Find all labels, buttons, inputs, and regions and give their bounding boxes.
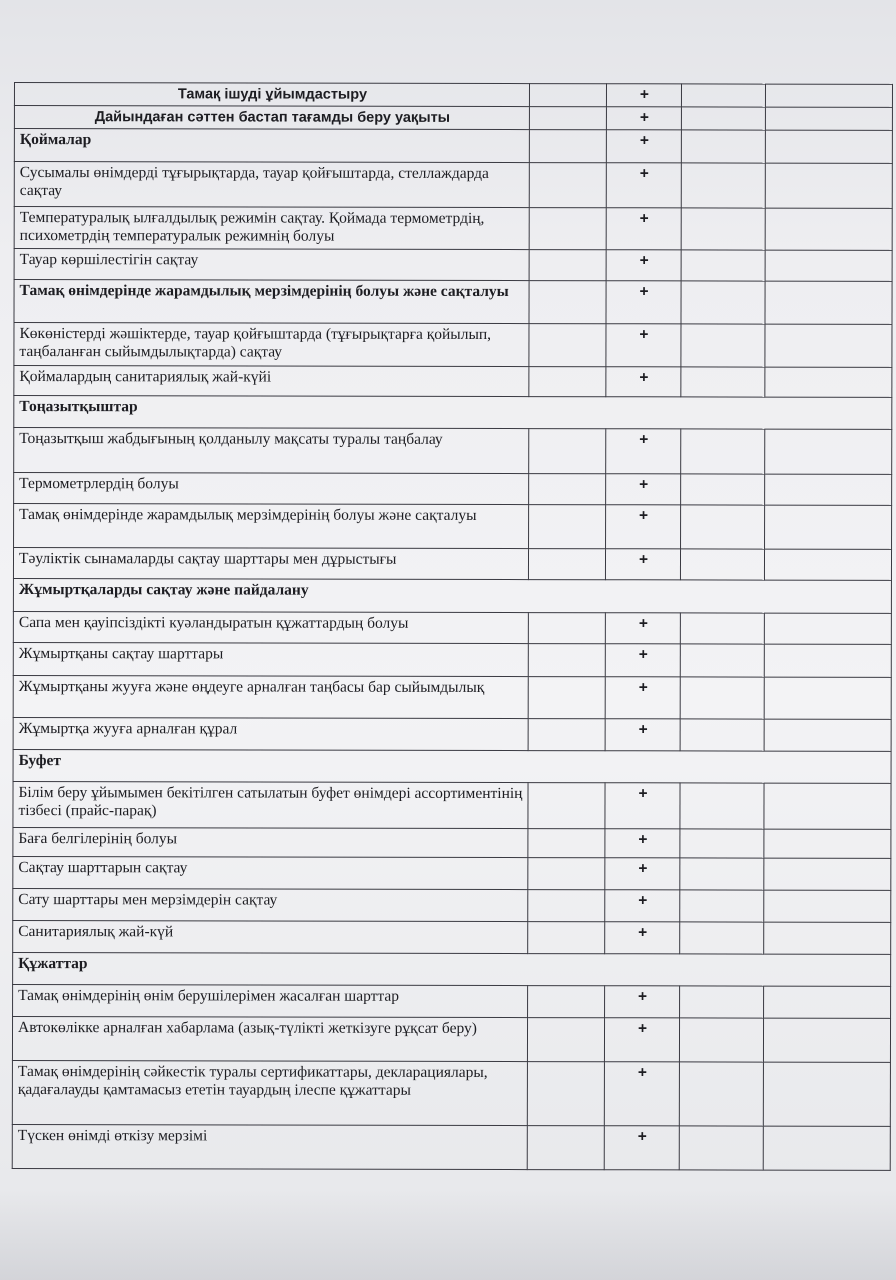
row-label: Сапа мен қауіпсіздікті куәландыратын құжаттардың болуы (13, 611, 528, 643)
page-shadow (0, 1190, 896, 1280)
checklist-row (13, 781, 891, 829)
blank-cell (680, 986, 764, 1018)
row-label: Жұмыртқаны сақтау шарттары (13, 642, 528, 676)
plus-mark: + (605, 719, 680, 751)
row-label: Қоймалар (14, 129, 529, 163)
checklist-row (13, 827, 891, 858)
blank-cell (765, 208, 892, 250)
row-label: Тамақ өнімдерінің өнім берушілерімен жасалған шарттар (13, 984, 528, 1017)
blank-cell (527, 1062, 604, 1126)
plus-mark: + (606, 208, 681, 250)
plus-mark: + (605, 677, 680, 719)
section-header-row (14, 396, 892, 430)
blank-cell (679, 1126, 763, 1170)
blank-cell (529, 324, 606, 367)
blank-cell (528, 719, 605, 751)
blank-cell (529, 505, 606, 549)
blank-cell (764, 829, 891, 858)
blank-cell (528, 783, 605, 829)
row-label: Тоңазытқыш жабдығының қолданылу мақсаты туралы таңбалау (14, 428, 529, 474)
blank-cell (680, 922, 764, 954)
plus-mark: + (606, 474, 681, 505)
blank-cell (764, 549, 891, 580)
blank-cell (681, 250, 765, 281)
title-row (14, 106, 892, 131)
blank-cell (528, 858, 605, 890)
blank-cell (681, 281, 765, 324)
blank-cell (680, 783, 764, 829)
row-label: Тамақ өнімдерінде жарамдылық мерзімдерінің болуы және сақталуы (14, 504, 529, 549)
blank-cell (764, 783, 891, 829)
blank-cell (681, 208, 765, 250)
blank-cell (529, 130, 606, 163)
plus-mark: + (606, 324, 681, 367)
blank-cell (527, 1018, 604, 1062)
plus-mark: + (604, 1126, 679, 1170)
row-label: Санитариялық жай-күй (13, 920, 528, 953)
checklist-row (12, 1016, 890, 1062)
blank-cell (763, 1126, 890, 1170)
blank-cell (765, 281, 892, 324)
plus-mark: + (605, 890, 680, 922)
checklist-row (12, 1060, 890, 1126)
blank-cell (765, 84, 892, 107)
checklist-row (13, 611, 891, 644)
blank-cell (680, 829, 764, 858)
row-label: Қоймалардың санитариялық жай-күйі (14, 366, 529, 397)
blank-cell (529, 208, 606, 250)
row-label: Термометрлердің болуы (14, 473, 529, 505)
checklist-row (14, 366, 892, 398)
blank-cell (765, 163, 892, 208)
blank-cell (765, 250, 892, 281)
section-header-row (13, 749, 891, 783)
checklist-row (14, 162, 892, 209)
blank-cell (528, 890, 605, 922)
blank-cell (529, 163, 606, 208)
blank-cell (528, 986, 605, 1018)
blank-cell (680, 858, 764, 890)
blank-cell (527, 1126, 604, 1170)
checklist-row (12, 1124, 890, 1170)
section-row (14, 280, 892, 325)
plus-mark: + (604, 1062, 679, 1126)
blank-cell (764, 677, 891, 719)
checklist-row (14, 323, 892, 368)
blank-cell (681, 84, 765, 107)
blank-cell (765, 429, 892, 474)
row-label: Тәуліктік сынамаларды сақтау шарттары мен дұрыстығы (13, 548, 528, 580)
checklist-row (13, 984, 891, 1018)
plus-mark: + (605, 829, 680, 858)
blank-cell (681, 474, 765, 505)
row-label: Түскен өнімді өткізу мерзімі (12, 1124, 527, 1169)
plus-mark: + (605, 922, 680, 954)
blank-cell (764, 719, 891, 751)
blank-cell (764, 922, 891, 954)
blank-cell (681, 107, 765, 130)
blank-cell (765, 505, 892, 549)
blank-cell (529, 250, 606, 281)
blank-cell (680, 549, 764, 580)
row-label: Температуралық ылғалдылық режимін сақтау. Қоймада термометрдің, психометрдің температуралык режимнің болуы (14, 207, 529, 250)
blank-cell (681, 163, 765, 208)
row-label: Сақтау шарттарын сақтау (13, 856, 528, 889)
row-label: Тауар көршілестігін сақтау (14, 249, 529, 281)
row-label: Автокөлікке арналған хабарлама (азық-түлікті жеткізуге рұқсат беру) (12, 1016, 527, 1061)
plus-mark: + (606, 281, 681, 324)
row-label: Сату шарттары мен мерзімдерін сақтау (13, 888, 528, 921)
plus-mark: + (606, 130, 681, 163)
blank-cell (680, 613, 764, 644)
checklist-row (13, 675, 891, 719)
blank-cell (764, 986, 891, 1018)
plus-mark: + (605, 644, 680, 677)
blank-cell (765, 367, 892, 397)
blank-cell (679, 1062, 763, 1126)
row-label: Дайындаған сәттен бастап тағамды беру уақыты (14, 106, 529, 130)
checklist-row (13, 856, 891, 890)
blank-cell (529, 429, 606, 474)
plus-mark: + (606, 505, 681, 549)
checklist-row (13, 920, 891, 954)
blank-cell (681, 429, 765, 474)
title-row (14, 83, 892, 108)
checklist-row (14, 249, 892, 282)
section-row (14, 129, 892, 164)
checklist-row (13, 717, 891, 751)
blank-cell (528, 613, 605, 644)
checklist-table (12, 82, 893, 1171)
blank-cell (764, 644, 891, 677)
section-header-row (13, 952, 891, 986)
plus-mark: + (606, 84, 681, 107)
blank-cell (528, 644, 605, 677)
blank-cell (679, 1018, 763, 1062)
checklist-row (14, 473, 892, 506)
plus-mark: + (605, 783, 680, 829)
section-header-label: Жұмыртқаларды сақтау және пайдалану (13, 578, 891, 613)
blank-cell (765, 130, 892, 163)
checklist-row (14, 428, 892, 475)
plus-mark: + (606, 250, 681, 281)
blank-cell (765, 324, 892, 367)
blank-cell (764, 613, 891, 644)
plus-mark: + (606, 163, 681, 208)
plus-mark: + (606, 107, 681, 130)
blank-cell (528, 677, 605, 719)
row-label: Жұмыртқа жууға арналған құрал (13, 717, 528, 750)
blank-cell (764, 858, 891, 890)
blank-cell (680, 677, 764, 719)
blank-cell (529, 84, 606, 107)
blank-cell (763, 1062, 890, 1126)
section-header-label: Буфет (13, 749, 891, 783)
plus-mark: + (606, 367, 681, 397)
row-label: Тамақ өнімдерінде жарамдылық мерзімдерінің болуы және сақталуы (14, 280, 529, 324)
blank-cell (529, 474, 606, 505)
blank-cell (765, 107, 892, 130)
blank-cell (680, 644, 764, 677)
blank-cell (681, 367, 765, 397)
row-label: Көкөністерді жәшіктерде, тауар қойғыштарда (тұғырықтарға қойылып, таңбаланған сыйымдылықтарда) сақтау (14, 323, 529, 367)
row-label: Сусымалы өнімдерді тұғырықтарда, тауар қойғыштарда, стеллаждарда сақтау (14, 162, 529, 208)
plus-mark: + (606, 429, 681, 474)
checklist-row (13, 548, 891, 581)
checklist-row (13, 888, 891, 922)
plus-mark: + (605, 613, 680, 644)
blank-cell (528, 549, 605, 580)
blank-cell (529, 281, 606, 324)
row-label: Білім беру ұйымымен бекітілген сатылатын буфет өнімдері ассортиментінің тізбесі (прайс-парақ) (13, 781, 528, 828)
blank-cell (680, 890, 764, 922)
row-label: Тамақ өнімдерінің сәйкестік туралы сертификаттары, декларациялары, қадағалауды қамтамасыз ететін тауардың ілеспе құжаттары (12, 1060, 527, 1125)
row-label: Тамақ ішуді ұйымдастыру (14, 83, 529, 107)
blank-cell (681, 130, 765, 163)
blank-cell (763, 1018, 890, 1062)
blank-cell (529, 367, 606, 397)
section-header-label: Құжаттар (13, 952, 891, 986)
blank-cell (680, 719, 764, 751)
section-header-row (13, 578, 891, 613)
plus-mark: + (605, 858, 680, 890)
checklist-row (13, 642, 891, 677)
blank-cell (764, 890, 891, 922)
blank-cell (681, 505, 765, 549)
checklist-body (12, 83, 892, 1171)
plus-mark: + (604, 1018, 679, 1062)
checklist-row (14, 504, 892, 550)
blank-cell (765, 474, 892, 505)
blank-cell (681, 324, 765, 367)
row-label: Жұмыртқаны жууға және өңдеуге арналған таңбасы бар сыйымдылық (13, 675, 528, 718)
plus-mark: + (605, 549, 680, 580)
checklist-row (14, 207, 892, 251)
row-label: Баға белгілерінің болуы (13, 827, 528, 857)
blank-cell (528, 829, 605, 858)
section-header-label: Тоңазытқыштар (14, 396, 892, 430)
blank-cell (528, 922, 605, 954)
blank-cell (529, 107, 606, 130)
plus-mark: + (605, 986, 680, 1018)
